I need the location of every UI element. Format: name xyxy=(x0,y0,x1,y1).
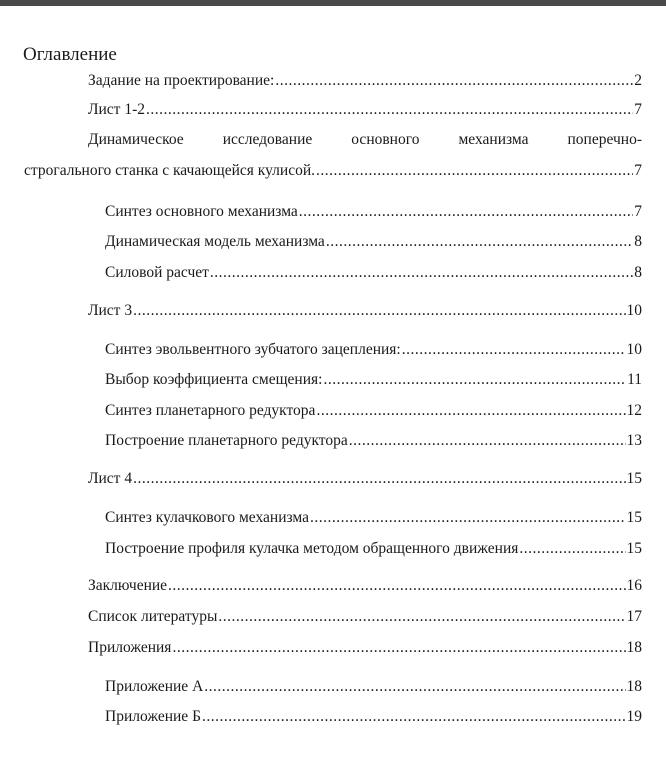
toc-entry-page: 15 xyxy=(626,509,642,526)
toc-entry-label: Синтез кулачкового механизма xyxy=(105,509,309,526)
toc-leader xyxy=(402,341,626,359)
window-top-bar xyxy=(0,0,666,6)
toc-entry-label: Синтез планетарного редуктора xyxy=(105,402,316,419)
toc-entry-label-line1 xyxy=(88,131,642,149)
toc-entry-page: 17 xyxy=(626,608,642,625)
toc-entry-involute-gear[interactable] xyxy=(105,341,642,359)
toc-entry-assignment[interactable] xyxy=(88,72,642,90)
toc-leader xyxy=(275,72,633,90)
toc-entry-label: Лист 1-2 xyxy=(88,101,145,118)
toc-leader xyxy=(299,203,633,221)
toc-entry-page: 16 xyxy=(626,577,642,594)
toc-leader xyxy=(204,678,625,696)
toc-entry-main-mechanism-synthesis[interactable] xyxy=(105,203,642,221)
toc-title: Оглавление xyxy=(23,44,117,65)
toc-entry-page: 7 xyxy=(634,101,642,118)
toc-entry-dynamic-model[interactable] xyxy=(105,233,642,251)
toc-entry-label: Приложение Б xyxy=(105,708,201,725)
toc-word: исследование xyxy=(222,131,313,148)
toc-entry-label: Силовой расчет xyxy=(105,264,209,281)
toc-entry-page: 10 xyxy=(626,302,642,319)
toc-entry-page: 13 xyxy=(626,432,642,449)
toc-word: основного xyxy=(351,131,420,148)
toc-leader xyxy=(326,233,633,251)
toc-entry-label: Список литературы xyxy=(88,608,218,625)
toc-entry-page: 8 xyxy=(634,264,642,281)
toc-leader xyxy=(316,402,625,420)
toc-entry-sheet-1-2[interactable] xyxy=(88,101,642,119)
toc-leader xyxy=(310,509,626,527)
toc-entry-force-calc[interactable] xyxy=(105,264,642,282)
toc-word: Динамическое xyxy=(88,131,184,148)
toc-entry-label: Приложения xyxy=(88,639,172,656)
toc-entry-appendix-b[interactable] xyxy=(105,708,642,726)
toc-leader xyxy=(133,302,625,320)
toc-leader xyxy=(210,264,633,282)
toc-entry-page: 15 xyxy=(626,540,642,557)
toc-entry-label: Заключение xyxy=(88,577,168,594)
toc-entry-references[interactable] xyxy=(88,608,642,626)
toc-leader xyxy=(146,101,633,119)
toc-entry-label: Лист 4 xyxy=(88,470,133,487)
toc-entry-label: Выбор коэффициента смещения: xyxy=(105,371,323,388)
toc-entry-sheet-4[interactable] xyxy=(88,470,642,488)
toc-entry-page: 18 xyxy=(626,678,642,695)
toc-leader xyxy=(519,540,625,558)
toc-entry-label: Лист 3 xyxy=(88,302,133,319)
toc-entry-cam-synthesis[interactable] xyxy=(105,509,642,527)
toc-entry-page: 7 xyxy=(634,203,642,220)
toc-entry-label: Задание на проектирование: xyxy=(88,72,275,89)
toc-leader xyxy=(172,639,625,657)
toc-leader xyxy=(316,162,633,180)
toc-leader xyxy=(349,432,626,450)
toc-leader xyxy=(202,708,626,726)
toc-word: поперечно- xyxy=(567,131,642,148)
toc-entry-page: 2 xyxy=(634,72,642,89)
toc-entry-page: 15 xyxy=(626,470,642,487)
toc-entry-page: 12 xyxy=(626,402,642,419)
toc-leader xyxy=(133,470,625,488)
toc-leader xyxy=(323,371,626,389)
toc-entry-planetary-synthesis[interactable] xyxy=(105,402,642,420)
toc-entry-label: Синтез эвольвентного зубчатого зацепления: xyxy=(105,341,401,358)
toc-entry-label: Динамическая модель механизма xyxy=(105,233,325,250)
toc-entry-label-line2: строгального станка с качающейся кулисой. xyxy=(24,162,315,179)
toc-word: механизма xyxy=(458,131,529,148)
toc-entry-page: 11 xyxy=(627,371,642,388)
toc-entry-label: Построение профиля кулачка методом обращенного движения xyxy=(105,540,519,557)
toc-entry-page: 8 xyxy=(634,233,642,250)
toc-entry-planetary-construction[interactable] xyxy=(105,432,642,450)
toc-entry-label: Синтез основного механизма xyxy=(105,203,298,220)
toc-entry-shift-coefficient[interactable] xyxy=(105,371,642,389)
toc-leader xyxy=(218,608,625,626)
toc-entry-appendix-a[interactable] xyxy=(105,678,642,696)
toc-entry-label: Построение планетарного редуктора xyxy=(105,432,348,449)
toc-entry-page: 7 xyxy=(634,162,642,179)
toc-entry-page: 10 xyxy=(626,341,642,358)
toc-entry-sheet-3[interactable] xyxy=(88,302,642,320)
toc-entry-appendices[interactable] xyxy=(88,639,642,657)
toc-leader xyxy=(168,577,625,595)
toc-entry-cam-profile[interactable] xyxy=(105,540,642,558)
toc-entry-conclusion[interactable] xyxy=(88,577,642,595)
toc-entry-page: 19 xyxy=(626,708,642,725)
toc-entry-line2 xyxy=(24,162,642,180)
toc-entry-page: 18 xyxy=(626,639,642,656)
toc-entry-label: Приложение А xyxy=(105,678,204,695)
